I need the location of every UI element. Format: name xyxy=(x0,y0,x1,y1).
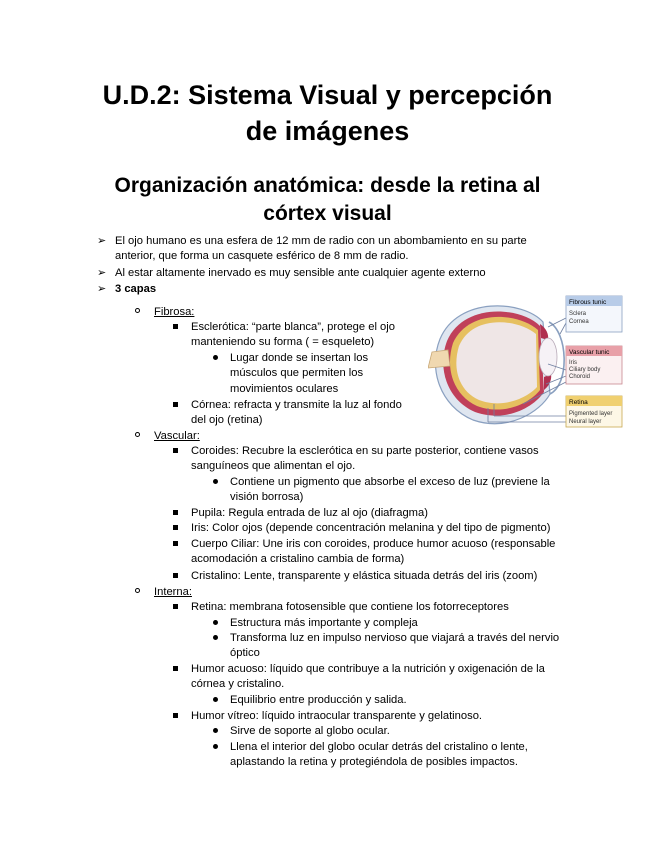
list-item-text: Sirve de soporte al globo ocular. xyxy=(230,725,390,737)
list-item-text: Humor vítreo: líquido intraocular transparente y gelatinoso. xyxy=(191,710,483,722)
legend-title: Vascular tunic xyxy=(569,349,610,356)
dot-bullet-icon xyxy=(213,630,218,645)
list-item-text: Córnea: refracta y transmite la luz al fondo xyxy=(191,399,402,411)
list-item-text: del ojo (retina) xyxy=(191,414,263,426)
list-item-text: músculos que permiten los xyxy=(230,367,364,379)
list-item-text: Retina: membrana fotosensible que contiene los fotorreceptores xyxy=(191,601,509,613)
legend-item: Cornea xyxy=(569,319,589,325)
square-bullet-icon xyxy=(173,536,178,551)
section-heading-line-2: córtex visual xyxy=(263,202,392,225)
page-title-line-1: U.D.2: Sistema Visual y percepción xyxy=(102,80,553,110)
dot-bullet-icon xyxy=(213,692,218,707)
list-item-text: Transforma luz en impulso nervioso que viajará a través del nervio xyxy=(230,632,560,644)
bullet-text: Al estar altamente inervado es muy sensible ante cualquier agente externo xyxy=(115,267,486,279)
square-bullet-icon xyxy=(173,708,178,723)
legend-item: Ciliary body xyxy=(569,367,601,373)
legend-vascular-tunic xyxy=(566,346,622,384)
list-item-text: Lugar donde se insertan los xyxy=(230,352,369,364)
list-item-text: Iris: Color ojos (depende concentración melanina y del tipo de pigmento) xyxy=(191,522,551,534)
vitreous-body xyxy=(456,322,537,403)
dot-bullet-icon xyxy=(213,350,218,365)
eye-anatomy-diagram xyxy=(428,294,624,428)
list-item-text: manteniendo su forma ( = esqueleto) xyxy=(191,336,375,348)
dot-bullet-icon xyxy=(213,615,218,630)
legend-title: Retina xyxy=(569,399,588,406)
legend-retina xyxy=(566,396,622,427)
optic-nerve xyxy=(428,350,450,368)
list-item-text: sanguíneos que alimentan el ojo. xyxy=(191,460,356,472)
circle-bullet-icon xyxy=(135,427,140,442)
legend-item: Choroid xyxy=(569,374,591,380)
dot-bullet-icon xyxy=(213,739,218,754)
circle-bullet-icon xyxy=(135,583,140,598)
layer-label-vascular: Vascular: xyxy=(154,430,200,442)
dot-bullet-icon xyxy=(213,474,218,489)
square-bullet-icon xyxy=(173,319,178,334)
list-item-text: córnea y cristalino. xyxy=(191,678,285,690)
square-bullet-icon xyxy=(173,505,178,520)
legend-fibrous-tunic xyxy=(566,296,622,332)
bullet-text: El ojo humano es una esfera de 12 mm de radio con un abombamiento en su parte xyxy=(115,235,527,247)
list-item-text: visión borrosa) xyxy=(230,491,304,503)
list-item-text: Coroides: Recubre la esclerótica en su parte posterior, contiene vasos xyxy=(191,445,539,457)
list-item-text: acomodación a cristalino cambia de forma) xyxy=(191,553,405,565)
list-item-text: movimientos oculares xyxy=(230,383,339,395)
legend-item: Iris xyxy=(569,360,577,366)
legend-title: Fibrous tunic xyxy=(569,299,607,306)
page-title-line-2: de imágenes xyxy=(245,116,410,146)
legend-item: Pigmented layer xyxy=(569,411,613,417)
list-item-text: Pupila: Regula entrada de luz al ojo (diafragma) xyxy=(191,507,428,519)
layer-label-interna: Interna: xyxy=(154,586,192,598)
lens xyxy=(539,338,557,376)
arrow-bullet-icon: ➢ xyxy=(97,267,107,279)
list-item-text: Cristalino: Lente, transparente y elástica situada detrás del iris (zoom) xyxy=(191,570,538,582)
bullet-text: anterior, que forma un casquete esférico de 8 mm de radio. xyxy=(115,250,409,262)
layer-label-fibrosa: Fibrosa: xyxy=(154,306,195,318)
square-bullet-icon xyxy=(173,599,178,614)
list-item-text: Cuerpo Ciliar: Une iris con coroides, produce humor acuoso (responsable xyxy=(191,538,556,550)
square-bullet-icon xyxy=(173,661,178,676)
legend-item: Neural layer xyxy=(569,419,602,425)
list-item-text: Contiene un pigmento que absorbe el exceso de luz (previene la xyxy=(230,476,550,488)
eyeball-illustration xyxy=(428,306,566,424)
dot-bullet-icon xyxy=(213,723,218,738)
circle-bullet-icon xyxy=(135,303,140,318)
legend-item: Sclera xyxy=(569,311,587,317)
square-bullet-icon xyxy=(173,568,178,583)
list-item-text: Humor acuoso: líquido que contribuye a la nutrición y oxigenación de la xyxy=(191,663,545,675)
square-bullet-icon xyxy=(173,443,178,458)
square-bullet-icon xyxy=(173,397,178,412)
section-heading-line-1: Organización anatómica: desde la retina al xyxy=(114,174,541,197)
arrow-bullet-icon: ➢ xyxy=(97,283,107,295)
list-item-text: óptico xyxy=(230,647,260,659)
list-item-text: aplastando la retina y protegiéndola de posibles impactos. xyxy=(230,756,518,768)
square-bullet-icon xyxy=(173,520,178,535)
list-item-text: Equilibrio entre producción y salida. xyxy=(230,694,407,706)
list-item-text: Esclerótica: “parte blanca”, protege el ojo xyxy=(191,321,395,333)
list-item-text: Estructura más importante y compleja xyxy=(230,617,418,629)
ciliary-body xyxy=(540,324,548,340)
list-item-text: Llena el interior del globo ocular detrás del cristalino o lente, xyxy=(230,741,528,753)
arrow-bullet-icon: ➢ xyxy=(97,235,107,247)
bullet-text: 3 capas xyxy=(115,283,157,295)
